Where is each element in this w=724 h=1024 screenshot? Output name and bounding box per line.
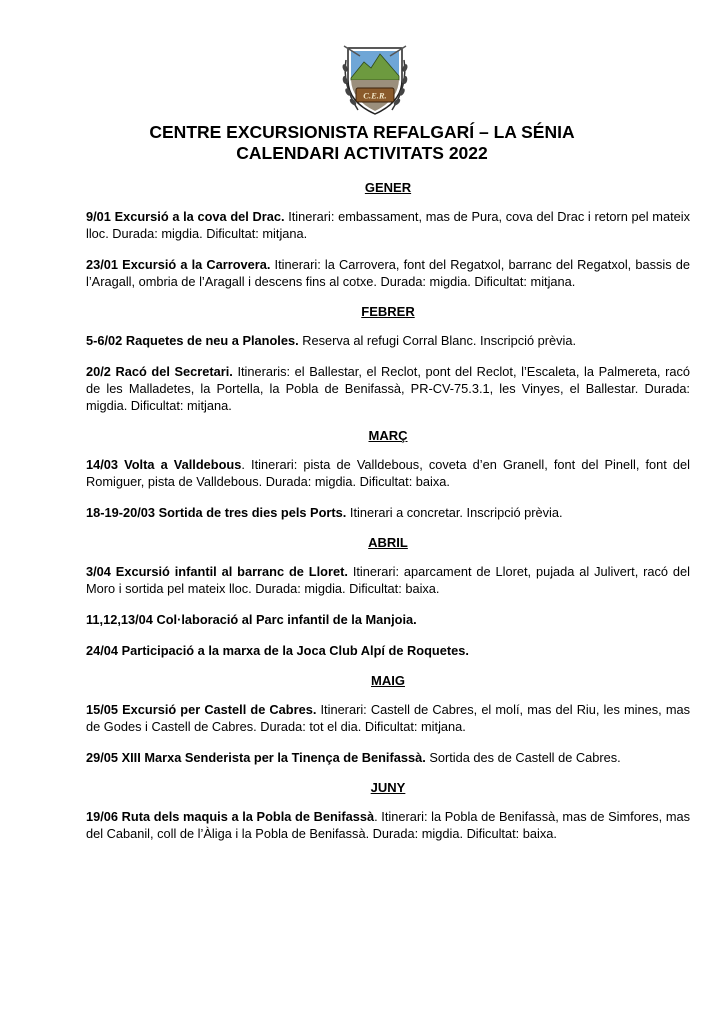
activity-title: 5-6/02 Raquetes de neu a Planoles. [86, 333, 299, 348]
activity-title: 24/04 Participació a la marxa de la Joca Club Alpí de Roquetes. [86, 643, 469, 658]
month-heading-juny: JUNY [370, 780, 406, 795]
activity-title: 15/05 Excursió per Castell de Cabres. [86, 702, 317, 717]
month-heading-gener: GENER [364, 180, 412, 195]
mountain-logo-icon [340, 40, 410, 118]
month-heading-febrer: FEBRER [361, 304, 415, 319]
activity-entry [86, 456, 690, 490]
activity-entry [86, 611, 690, 628]
activity-details: Itinerari: aparcament de Lloret, pujada al Julivert, racó del Moro i sortida pel mateix lloc. Durada: migdia. Dificultat: baixa. [86, 564, 691, 596]
activity-details: . Itinerari: pista de Valldebous, coveta d’en Granell, font del Pinell, font del Romiguer, pista de Valldebous. Durada: migdia. Dificultat: baixa. [86, 457, 691, 489]
activity-entry [86, 563, 690, 597]
month-heading-abril: ABRIL [368, 535, 408, 550]
activity-title: 20/2 Racó del Secretari. [86, 364, 233, 379]
month-heading-maig: MAIG [371, 673, 405, 688]
activity-details: Sortida des de Castell de Cabres. [425, 750, 621, 765]
activity-title: 23/01 Excursió a la Carrovera. [86, 257, 271, 272]
activity-entry [86, 701, 690, 735]
calendar-content [86, 180, 690, 856]
activity-details: Itinerari: Castell de Cabres, el molí, mas del Riu, les mines, mas de Godes i Castell de Cabres. Durada: tot el dia. Dificultat: mitjana. [86, 702, 690, 734]
activity-title: 11,12,13/04 Col·laboració al Parc infantil de la Manjoia. [86, 612, 417, 627]
activity-details: Itinerari: la Carrovera, font del Regatxol, barranc del Regatxol, bassis de l’Aragall, ombria de l’Aragall i descens fins al cotxe. Durada: migdia. Dificultat: mitjana. [86, 257, 690, 289]
logo-text: C.E.R. [363, 90, 387, 101]
activity-title: 9/01 Excursió a la cova del Drac. [86, 209, 285, 224]
header-subtitle: CALENDARI ACTIVITATS 2022 [236, 143, 488, 163]
activity-details: . Itinerari: la Pobla de Benifassà, mas de Simfores, mas del Cabanil, coll de l’Àliga i la Pobla de Benifassà. Durada: migdia. Dificultat: baixa. [86, 809, 690, 841]
activity-entry [86, 332, 690, 349]
activity-entry [86, 642, 690, 659]
activity-entry [86, 504, 690, 521]
activity-entry [86, 208, 690, 242]
activity-details: Itineraris: el Ballestar, el Reclot, pont del Reclot, l’Escaleta, la Palmereta, racó de les Malladetes, la Portella, la Pobla de Benifassà, PR-CV-75.3.1, les Vinyes, el Ballestar. Durada: migdia. Dificultat: mitjana. [86, 364, 690, 413]
club-logo [340, 40, 410, 118]
activity-entry [86, 808, 690, 842]
activity-title: 29/05 XIII Marxa Senderista per la Tinença de Benifassà. [86, 750, 426, 765]
activity-title: 19/06 Ruta dels maquis a la Pobla de Benifassà [86, 809, 375, 824]
activity-title: 3/04 Excursió infantil al barranc de Lloret. [86, 564, 348, 579]
header-title: CENTRE EXCURSIONISTA REFALGARÍ – LA SÉNIA [149, 122, 575, 142]
activity-details: Itinerari a concretar. Inscripció prèvia. [346, 505, 563, 520]
activity-entry [86, 363, 690, 414]
activity-entry [86, 749, 690, 766]
activity-details: Itinerari: embassament, mas de Pura, cova del Drac i retorn pel mateix lloc. Durada: migdia. Dificultat: mitjana. [86, 209, 690, 241]
activity-title: 18-19-20/03 Sortida de tres dies pels Ports. [86, 505, 347, 520]
activity-details: Reserva al refugi Corral Blanc. Inscripció prèvia. [298, 333, 577, 348]
activity-entry [86, 256, 690, 290]
activity-title: 14/03 Volta a Valldebous [86, 457, 242, 472]
month-heading-marc: MARÇ [368, 428, 408, 443]
